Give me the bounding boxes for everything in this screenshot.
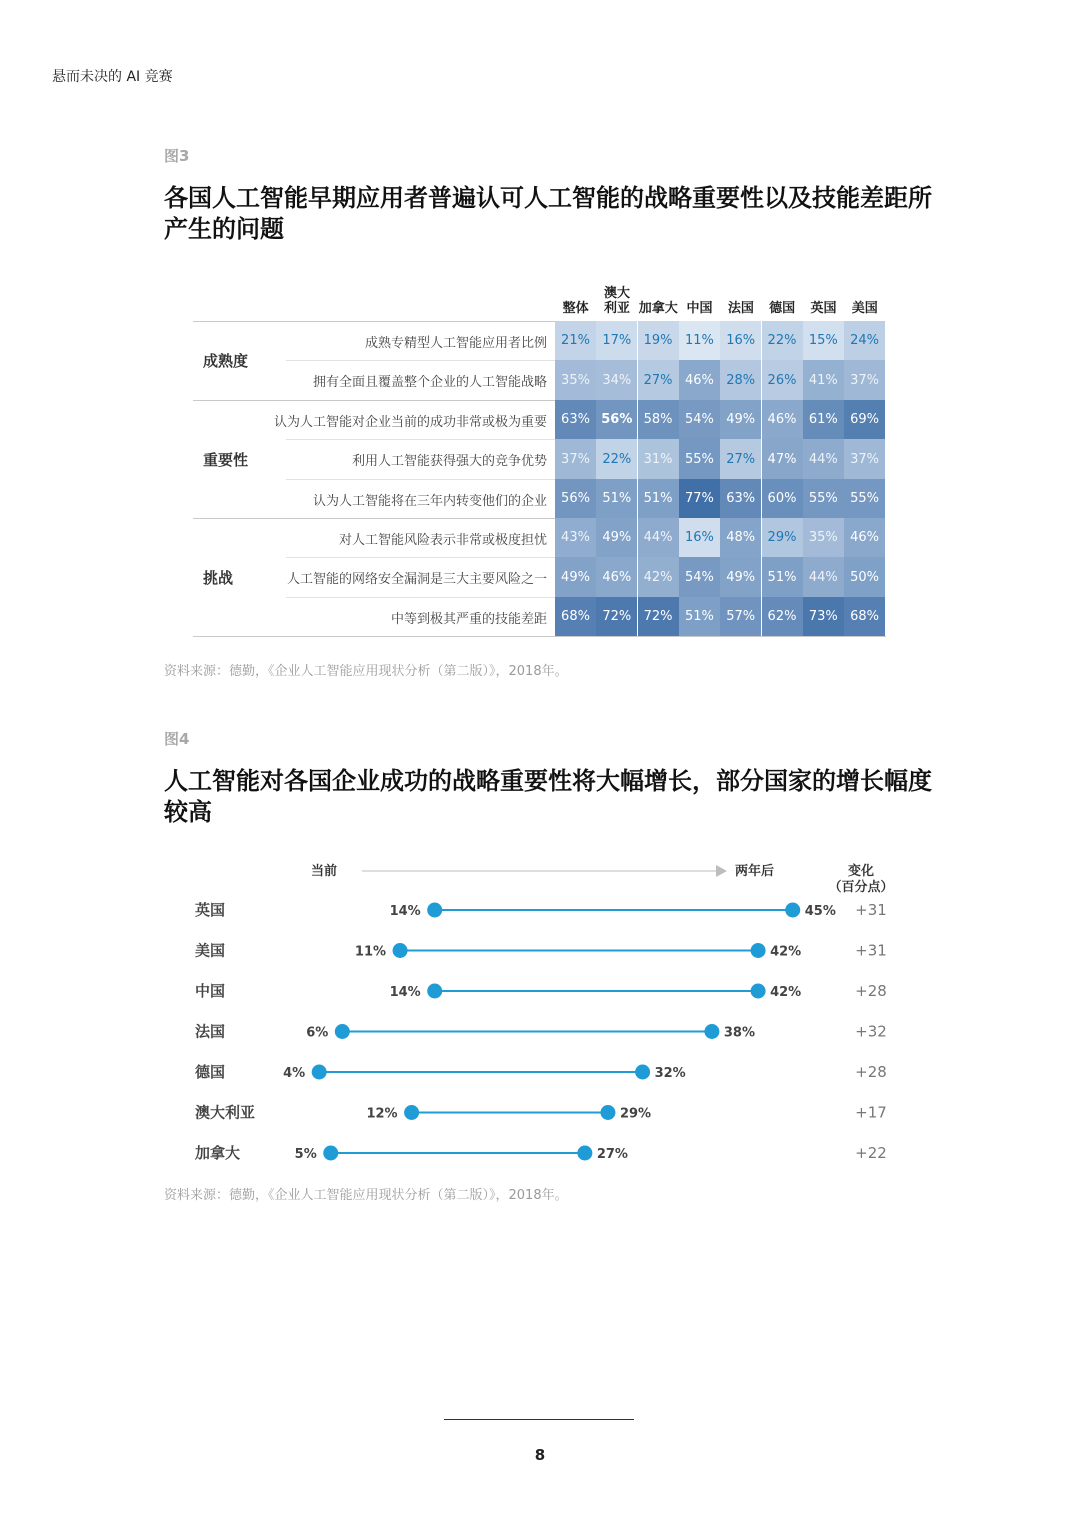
heatmap-cell: 27%	[638, 360, 679, 400]
future-value-label: 42%	[770, 944, 802, 960]
heatmap-cell: 34%	[596, 360, 637, 400]
heatmap-cell: 77%	[679, 479, 720, 519]
country-label: 中国	[195, 982, 226, 1000]
heatmap-cell: 17%	[596, 321, 637, 361]
current-value-label: 11%	[354, 944, 387, 960]
current-dot	[427, 984, 442, 999]
heatmap-cell: 26%	[762, 360, 803, 400]
row-divider	[286, 360, 555, 361]
footer-divider	[444, 1419, 634, 1420]
change-header: 变化	[847, 864, 875, 879]
future-dot	[785, 903, 800, 918]
heatmap-cell: 49%	[720, 557, 761, 597]
country-label: 法国	[195, 1022, 226, 1041]
heatmap-cell: 35%	[803, 518, 844, 558]
column-header: 法国	[727, 301, 754, 316]
heatmap-cell: 11%	[679, 321, 720, 361]
row-label: 拥有全面且覆盖整个企业的人工智能战略	[312, 375, 547, 391]
change-value: +31	[855, 941, 887, 960]
heatmap-cell: 48%	[720, 518, 761, 558]
group-label: 成熟度	[203, 352, 249, 371]
column-header: 加拿大	[638, 301, 678, 316]
row-divider	[286, 557, 555, 558]
future-dot	[635, 1065, 650, 1080]
heatmap-cell: 61%	[803, 400, 844, 440]
axis-arrow-icon	[716, 865, 727, 877]
heatmap-cell: 21%	[555, 321, 596, 361]
heatmap-cell: 51%	[596, 479, 637, 519]
heatmap-cell: 46%	[679, 360, 720, 400]
heatmap-cell: 58%	[638, 400, 679, 440]
current-dot	[323, 1146, 338, 1161]
group-label: 重要性	[203, 450, 249, 469]
heatmap-cell: 72%	[638, 597, 679, 637]
current-value-label: 6%	[306, 1025, 329, 1041]
heatmap-cell: 49%	[720, 400, 761, 440]
heatmap-cell: 44%	[638, 518, 679, 558]
row-label: 成熟专精型人工智能应用者比例	[364, 336, 547, 351]
heatmap-cell: 47%	[762, 439, 803, 479]
current-value-label: 14%	[389, 904, 421, 919]
row-divider	[286, 597, 555, 598]
future-dot	[577, 1146, 592, 1161]
heatmap-cell: 24%	[844, 321, 885, 361]
document-header: 悬而未决的 AI 竞赛	[52, 69, 173, 85]
current-value-label: 14%	[389, 985, 421, 1000]
heatmap-cell: 56%	[596, 400, 637, 440]
group-divider	[193, 518, 555, 519]
column-header: 美国	[851, 301, 878, 316]
heatmap-cell: 37%	[844, 360, 885, 400]
heatmap-cell: 49%	[555, 557, 596, 597]
heatmap-cell: 69%	[844, 400, 885, 440]
dumbbell-chart	[0, 850, 1080, 1180]
country-label: 德国	[195, 1063, 226, 1081]
heatmap-cell: 51%	[638, 479, 679, 519]
current-value-label: 5%	[294, 1147, 317, 1162]
change-value: +17	[855, 1103, 887, 1122]
future-dot	[704, 1024, 719, 1039]
current-dot	[427, 903, 442, 918]
heatmap-cell: 37%	[844, 439, 885, 479]
heatmap-cell: 60%	[762, 479, 803, 519]
heatmap-cell: 41%	[803, 360, 844, 400]
heatmap-cell: 51%	[762, 557, 803, 597]
change-value: +32	[855, 1022, 887, 1041]
row-label: 中等到极其严重的技能差距	[390, 611, 547, 627]
figure-3-source: 资料来源：德勤，《企业人工智能应用现状分析（第二版）》，2018年。	[164, 664, 568, 679]
column-header: 英国	[810, 301, 837, 316]
row-label: 对人工智能风险表示非常或极度担忧	[338, 533, 547, 548]
heatmap-cell: 57%	[720, 597, 761, 637]
change-header-unit: （百分点）	[828, 880, 894, 895]
heatmap-cell: 37%	[555, 439, 596, 479]
heatmap-cell: 22%	[762, 321, 803, 361]
change-value: +28	[855, 982, 887, 1000]
current-dot	[335, 1024, 350, 1039]
heatmap-cell: 46%	[844, 518, 885, 558]
heatmap-cell: 16%	[679, 518, 720, 558]
future-value-label: 45%	[804, 904, 836, 919]
group-divider	[193, 400, 555, 401]
current-value-label: 12%	[366, 1106, 398, 1122]
current-value-label: 4%	[283, 1066, 306, 1081]
group-divider	[193, 636, 886, 637]
heatmap-cell: 55%	[803, 479, 844, 519]
column-header: 整体	[562, 301, 589, 316]
current-dot	[312, 1065, 327, 1080]
country-label: 加拿大	[195, 1144, 241, 1162]
column-header: 中国	[686, 301, 713, 316]
heatmap-cell: 19%	[638, 321, 679, 361]
row-divider	[286, 439, 555, 440]
heatmap-cell: 49%	[596, 518, 637, 558]
heatmap-cell: 72%	[596, 597, 637, 637]
country-label: 澳大利亚	[195, 1103, 256, 1122]
heatmap-cell: 15%	[803, 321, 844, 361]
row-divider	[286, 479, 555, 480]
row-label: 认为人工智能对企业当前的成功非常或极为重要	[273, 414, 547, 430]
group-label: 挑战	[203, 569, 234, 588]
heatmap-cell: 54%	[679, 400, 720, 440]
heatmap-cell: 43%	[555, 518, 596, 558]
heatmap-cell: 29%	[762, 518, 803, 558]
heatmap-cell: 63%	[720, 479, 761, 519]
heatmap-cell: 16%	[720, 321, 761, 361]
axis-start-label: 当前	[311, 864, 338, 879]
current-dot	[393, 943, 408, 958]
heatmap-cell: 44%	[803, 557, 844, 597]
heatmap-cell: 35%	[555, 360, 596, 400]
heatmap-cell: 50%	[844, 557, 885, 597]
heatmap-cell: 22%	[596, 439, 637, 479]
heatmap-cell: 46%	[596, 557, 637, 597]
figure-4-source: 资料来源：德勤，《企业人工智能应用现状分析（第二版）》，2018年。	[164, 1188, 568, 1203]
change-value: +22	[855, 1144, 887, 1162]
heatmap-cell: 46%	[762, 400, 803, 440]
future-value-label: 29%	[619, 1106, 652, 1122]
figure-3-title: 各国人工智能早期应用者普遍认可人工智能的战略重要性以及技能差距所产生的问题	[164, 184, 932, 243]
heatmap-cell: 55%	[844, 479, 885, 519]
heatmap-cell: 27%	[720, 439, 761, 479]
heatmap-cell: 28%	[720, 360, 761, 400]
figure-3-label: 图3	[164, 147, 190, 165]
future-dot	[751, 943, 766, 958]
future-dot	[600, 1105, 615, 1120]
heatmap-cell: 31%	[638, 439, 679, 479]
country-label: 英国	[195, 901, 226, 919]
future-value-label: 27%	[596, 1147, 628, 1162]
heatmap-cell: 68%	[555, 597, 596, 637]
figure-4-title: 人工智能对各国企业成功的战略重要性将大幅增长，部分国家的增长幅度较高	[164, 767, 932, 826]
group-divider	[193, 321, 555, 322]
column-header: 德国	[769, 301, 796, 316]
heatmap-cell: 42%	[638, 557, 679, 597]
heatmap-cell: 68%	[844, 597, 885, 637]
heatmap-cell: 54%	[679, 557, 720, 597]
future-value-label: 38%	[723, 1025, 756, 1041]
change-value: +28	[855, 1063, 887, 1081]
future-dot	[751, 984, 766, 999]
current-dot	[404, 1105, 419, 1120]
heatmap-cell: 51%	[679, 597, 720, 637]
country-label: 美国	[195, 941, 226, 960]
column-header: 澳大 利亚	[603, 286, 630, 316]
row-label: 利用人工智能获得强大的竞争优势	[351, 454, 547, 470]
heatmap-cell: 73%	[803, 597, 844, 637]
axis-end-label: 两年后	[735, 864, 775, 879]
heatmap-cell: 44%	[803, 439, 844, 479]
figure-4-label: 图4	[164, 730, 190, 748]
heatmap-cell: 56%	[555, 479, 596, 519]
page-number: 8	[534, 1446, 546, 1464]
heatmap-cell: 63%	[555, 400, 596, 440]
heatmap-cell: 62%	[762, 597, 803, 637]
future-value-label: 32%	[654, 1066, 686, 1081]
row-label: 人工智能的网络安全漏洞是三大主要风险之一	[286, 572, 547, 588]
future-value-label: 42%	[770, 985, 802, 1000]
change-value: +31	[855, 901, 887, 919]
heatmap-chart	[0, 0, 1080, 700]
row-label: 认为人工智能将在三年内转变他们的企业	[312, 493, 547, 509]
heatmap-cell: 55%	[679, 439, 720, 479]
